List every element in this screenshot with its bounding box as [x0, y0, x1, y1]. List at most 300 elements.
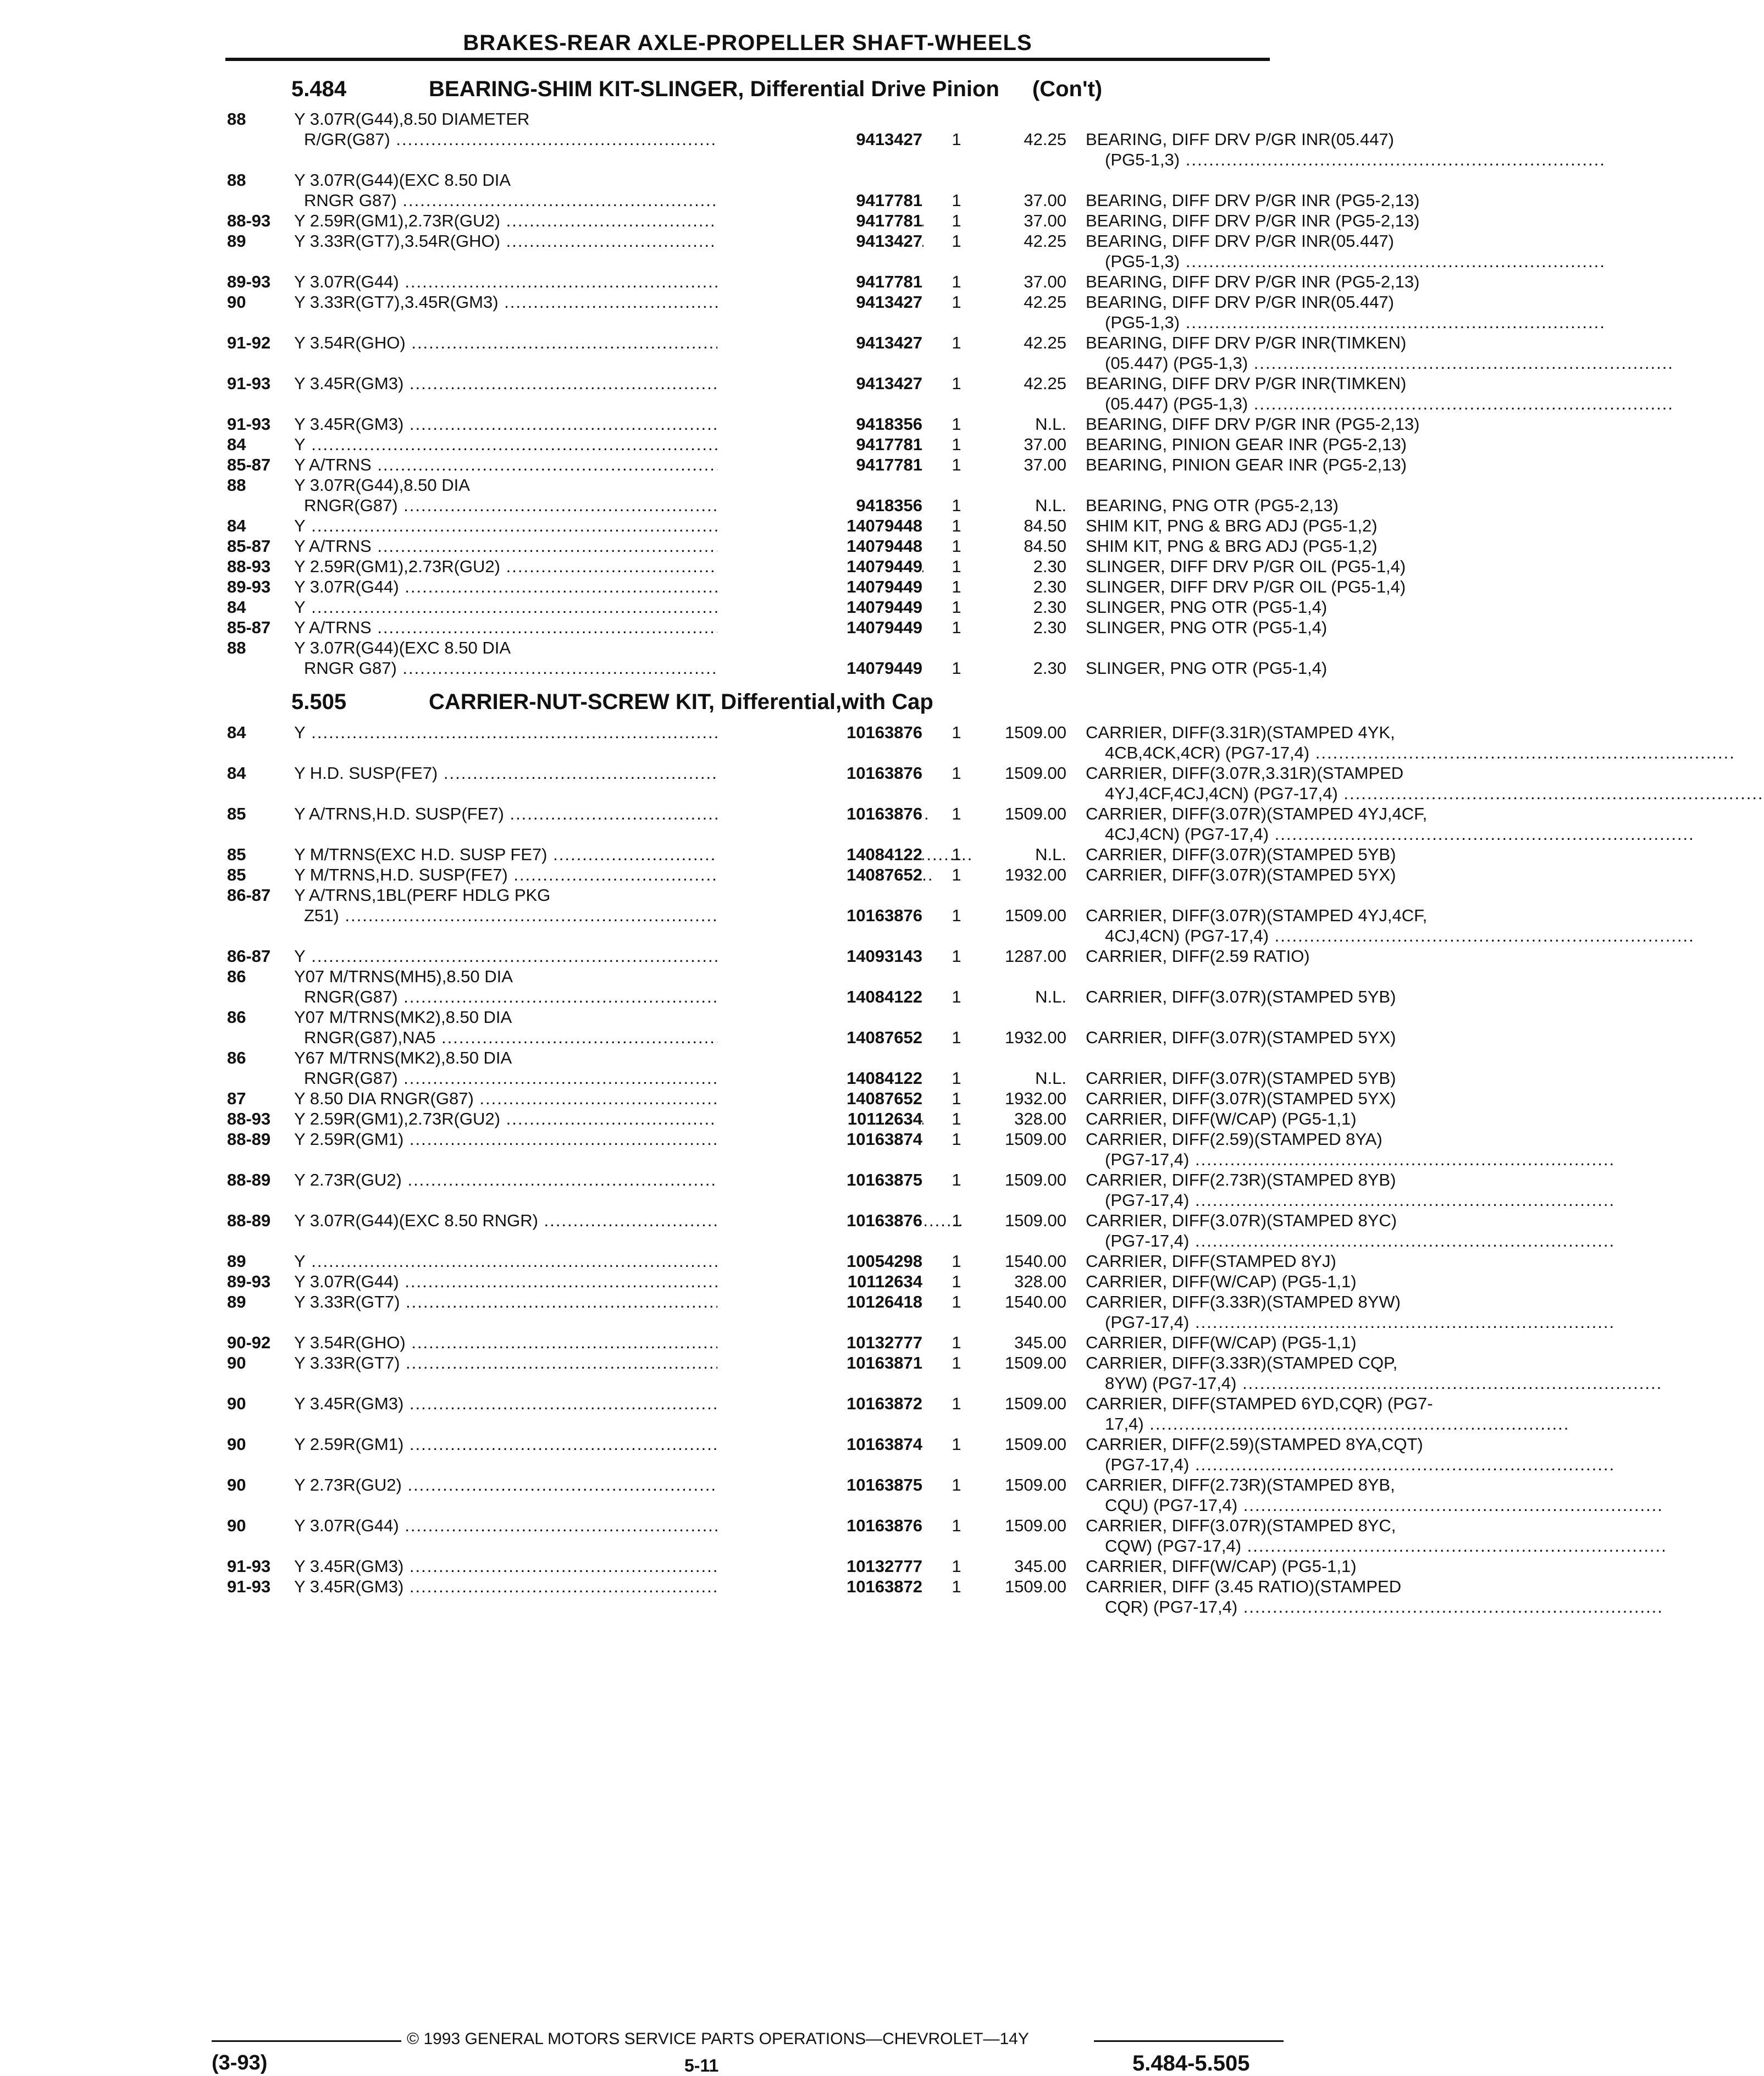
part-name-continued: (PG7-17,4) ..... — [1105, 1454, 1492, 1475]
usage-description: Y 2.59R(GM1),2.73R(GU2) ..... — [294, 1109, 811, 1129]
quantity: 1 — [952, 292, 961, 312]
footer-rule-right — [1094, 2040, 1284, 2042]
usage-description: Y ..... — [294, 597, 811, 617]
table-row — [223, 1576, 1402, 1597]
table-row — [223, 1556, 1357, 1576]
footer-section-range: 5.484-5.505 — [1132, 2051, 1250, 2075]
price: 37.00 — [1024, 211, 1066, 230]
usage-description: Y 3.45R(GM3) ..... — [294, 414, 811, 434]
part-name-continued: CQR) (PG7-17,4) ..... — [1105, 1597, 1492, 1617]
usage-description: Y 3.45R(GM3) ..... — [294, 1576, 811, 1597]
table-row — [223, 231, 1394, 251]
table-row — [223, 394, 1278, 414]
usage-description: Y 2.59R(GM1) ..... — [294, 1434, 811, 1454]
quantity: 1 — [952, 191, 961, 210]
table-row — [223, 966, 1278, 987]
table-row — [223, 638, 1278, 658]
price: 2.30 — [1033, 618, 1066, 637]
model-year: 89 — [227, 1292, 246, 1311]
part-number: 14084122 — [717, 987, 922, 1007]
part-name-continued: (05.447) (PG5-1,3) ..... — [1105, 353, 1492, 373]
part-number: 9413427 — [717, 292, 922, 312]
quantity: 1 — [952, 804, 961, 823]
part-name: CARRIER, DIFF(3.07R)(STAMPED 5YB) — [1086, 845, 1396, 864]
quantity: 1 — [952, 1170, 961, 1189]
part-name-continued: (05.447) (PG5-1,3) ..... — [1105, 394, 1492, 414]
part-name: BEARING, PINION GEAR INR (PG5-2,13) — [1086, 435, 1407, 454]
model-year: 84 — [227, 597, 246, 617]
table-row — [223, 1373, 1278, 1393]
part-number: 10054298 — [717, 1251, 922, 1271]
part-number: 14079448 — [717, 516, 922, 536]
part-number: 14084122 — [717, 844, 922, 865]
table-row — [223, 763, 1404, 783]
table-row — [223, 1129, 1383, 1149]
price: 2.30 — [1033, 597, 1066, 617]
table-row — [223, 658, 1328, 678]
usage-description: Y A/TRNS ..... — [294, 536, 811, 556]
part-name-continued: (PG7-17,4) ..... — [1105, 1231, 1492, 1251]
part-number: 10163876 — [717, 1210, 922, 1231]
price: 2.30 — [1033, 577, 1066, 596]
table-row — [223, 1271, 1357, 1292]
part-name: BEARING, DIFF DRV P/GR INR (PG5-2,13) — [1086, 211, 1420, 230]
usage-description: Y 2.59R(GM1),2.73R(GU2) ..... — [294, 556, 811, 577]
part-name: CARRIER, DIFF(2.73R)(STAMPED 8YB) — [1086, 1170, 1396, 1189]
usage-description: Y 2.73R(GU2) ..... — [294, 1170, 811, 1190]
price: 345.00 — [1014, 1333, 1066, 1352]
quantity: 1 — [952, 455, 961, 474]
part-number: 9417781 — [717, 272, 922, 292]
part-name: CARRIER, DIFF(3.07R)(STAMPED 8YC) — [1086, 1211, 1397, 1230]
table-row — [223, 536, 1378, 556]
usage-description: Y 3.45R(GM3) ..... — [294, 373, 811, 394]
table-row — [223, 1414, 1278, 1434]
price: 1509.00 — [1004, 1211, 1066, 1230]
quantity: 1 — [952, 1089, 961, 1108]
page-header: BRAKES-REAR AXLE-PROPELLER SHAFT-WHEELS — [225, 31, 1270, 61]
table-row — [223, 1088, 1396, 1109]
usage-description: Y ..... — [294, 946, 811, 966]
part-name: BEARING, DIFF DRV P/GR INR (PG5-2,13) — [1086, 272, 1420, 291]
footer-rule-left — [212, 2040, 401, 2042]
part-name-continued: 4YJ,4CF,4CJ,4CN) (PG7-17,4) ..... — [1105, 783, 1492, 804]
model-year: 85 — [227, 845, 246, 864]
usage-description: R/GR(G87) ..... — [304, 129, 811, 150]
table-row — [223, 455, 1407, 475]
usage-description: Y A/TRNS,1BL(PERF HDLG PKG — [294, 885, 551, 905]
price: 1932.00 — [1004, 1089, 1066, 1108]
table-row — [223, 1231, 1278, 1251]
part-name: CARRIER, DIFF(3.07R)(STAMPED 4YJ,4CF, — [1086, 906, 1428, 925]
part-number: 10163876 — [717, 804, 922, 824]
model-year: 91-93 — [227, 374, 271, 393]
quantity: 1 — [952, 1333, 961, 1352]
section-number: 5.505 — [291, 690, 347, 714]
price: 42.25 — [1024, 292, 1066, 312]
usage-description: Y 3.33R(GT7) ..... — [294, 1353, 811, 1373]
table-row — [223, 475, 1278, 495]
table-row — [223, 556, 1406, 577]
part-number: 10163872 — [717, 1576, 922, 1597]
quantity: 1 — [952, 1272, 961, 1291]
part-number: 9418356 — [717, 414, 922, 434]
usage-description: Y ..... — [294, 434, 811, 455]
part-number: 10132777 — [717, 1556, 922, 1576]
usage-description: Y A/TRNS ..... — [294, 617, 811, 638]
model-year: 85-87 — [227, 455, 271, 474]
section-title-5-484 — [291, 77, 1102, 102]
table-row — [223, 1393, 1433, 1414]
part-name: BEARING, DIFF DRV P/GR INR(05.447) — [1086, 231, 1394, 251]
usage-description: Y 2.59R(GM1) ..... — [294, 1129, 811, 1149]
usage-description: Y 3.33R(GT7) ..... — [294, 1292, 811, 1312]
part-name: SLINGER, PNG OTR (PG5-1,4) — [1086, 618, 1328, 637]
part-name: CARRIER, DIFF(2.59 RATIO) — [1086, 946, 1310, 966]
part-name: SHIM KIT, PNG & BRG ADJ (PG5-1,2) — [1086, 516, 1378, 535]
part-name: CARRIER, DIFF(W/CAP) (PG5-1,1) — [1086, 1557, 1357, 1576]
usage-description: Y 3.07R(G44)(EXC 8.50 DIA — [294, 170, 511, 190]
model-year: 86 — [227, 967, 246, 986]
part-number: 9417781 — [717, 455, 922, 475]
usage-description: Y 3.07R(G44) ..... — [294, 1271, 811, 1292]
table-row — [223, 804, 1428, 824]
quantity: 1 — [952, 723, 961, 742]
usage-description: RNGR(G87) ..... — [304, 987, 811, 1007]
part-name: CARRIER, DIFF(STAMPED 8YJ) — [1086, 1252, 1336, 1271]
price: 1509.00 — [1004, 1516, 1066, 1535]
quantity: 1 — [952, 536, 961, 556]
quantity: 1 — [952, 1292, 961, 1311]
part-number: 14079449 — [717, 597, 922, 617]
table-row — [223, 1332, 1357, 1353]
table-row — [223, 353, 1278, 373]
usage-description: Y H.D. SUSP(FE7) ..... — [294, 763, 811, 783]
footer-copyright: © 1993 GENERAL MOTORS SERVICE PARTS OPERATIONS—CHEVROLET—14Y — [407, 2030, 1029, 2048]
table-row — [223, 414, 1420, 434]
table-row — [223, 150, 1278, 170]
part-number: 14079448 — [717, 536, 922, 556]
part-name-continued: (PG7-17,4) ..... — [1105, 1312, 1492, 1332]
usage-description: Y 2.73R(GU2) ..... — [294, 1475, 811, 1495]
quantity: 1 — [952, 946, 961, 966]
part-number: 9413427 — [717, 333, 922, 353]
table-row — [223, 373, 1407, 394]
part-name-continued: (PG5-1,3) ..... — [1105, 251, 1492, 272]
price: 42.25 — [1024, 333, 1066, 352]
parts-table-5-484 — [223, 109, 1420, 678]
table-row — [223, 1068, 1396, 1088]
table-row — [223, 1210, 1397, 1231]
table-row — [223, 885, 1278, 905]
parts-table-5-505 — [223, 722, 1433, 1617]
price: 37.00 — [1024, 191, 1066, 210]
part-name: BEARING, PNG OTR (PG5-2,13) — [1086, 496, 1339, 515]
table-row — [223, 1048, 1278, 1068]
model-year: 86 — [227, 1007, 246, 1027]
part-name: CARRIER, DIFF(3.07R)(STAMPED 5YX) — [1086, 865, 1396, 884]
model-year: 88-89 — [227, 1130, 271, 1149]
usage-description: RNGR G87) ..... — [304, 658, 811, 678]
price: 1509.00 — [1004, 1435, 1066, 1454]
part-name: BEARING, PINION GEAR INR (PG5-2,13) — [1086, 455, 1407, 474]
table-row — [223, 170, 1278, 190]
table-row — [223, 722, 1395, 743]
price: 1509.00 — [1004, 1475, 1066, 1494]
usage-description: Y 3.45R(GM3) ..... — [294, 1556, 811, 1576]
usage-description: Y 3.33R(GT7),3.54R(GHO) ..... — [294, 231, 811, 251]
price: N.L. — [1035, 414, 1066, 434]
model-year: 89 — [227, 1252, 246, 1271]
section-name: BEARING-SHIM KIT-SLINGER, Differential Drive Pinion — [429, 77, 999, 101]
quantity: 1 — [952, 597, 961, 617]
table-row — [223, 905, 1428, 926]
part-name: CARRIER, DIFF(3.31R)(STAMPED 4YK, — [1086, 723, 1395, 742]
price: N.L. — [1035, 496, 1066, 515]
table-row — [223, 1597, 1278, 1617]
quantity: 1 — [952, 557, 961, 576]
usage-description: RNGR(G87) ..... — [304, 1068, 811, 1088]
model-year: 84 — [227, 723, 246, 742]
quantity: 1 — [952, 763, 961, 783]
table-row — [223, 1007, 1278, 1027]
model-year: 85-87 — [227, 536, 271, 556]
price: 42.25 — [1024, 231, 1066, 251]
usage-description: Y 3.54R(GHO) ..... — [294, 1332, 811, 1353]
table-row — [223, 824, 1278, 844]
part-name-continued: 4CJ,4CN) (PG7-17,4) ..... — [1105, 926, 1492, 946]
model-year: 88-89 — [227, 1211, 271, 1230]
model-year: 90-92 — [227, 1333, 271, 1352]
part-number: 10163875 — [717, 1475, 922, 1495]
part-number: 9417781 — [717, 211, 922, 231]
quantity: 1 — [952, 1394, 961, 1413]
section-name: CARRIER-NUT-SCREW KIT, Differential,with Cap — [429, 690, 933, 714]
table-row — [223, 292, 1394, 312]
part-number: 10112634 — [717, 1109, 922, 1129]
quantity: 1 — [952, 618, 961, 637]
model-year: 88 — [227, 109, 246, 129]
part-number: 14079449 — [717, 577, 922, 597]
quantity: 1 — [952, 1252, 961, 1271]
quantity: 1 — [952, 865, 961, 884]
quantity: 1 — [952, 987, 961, 1006]
quantity: 1 — [952, 658, 961, 678]
price: 1509.00 — [1004, 804, 1066, 823]
price: 328.00 — [1014, 1109, 1066, 1128]
usage-description: Y 3.07R(G44),8.50 DIAMETER — [294, 109, 530, 129]
quantity: 1 — [952, 272, 961, 291]
model-year: 84 — [227, 516, 246, 535]
part-name-continued: 4CJ,4CN) (PG7-17,4) ..... — [1105, 824, 1492, 844]
quantity: 1 — [952, 496, 961, 515]
usage-description: Z51) ..... — [304, 905, 811, 926]
model-year: 84 — [227, 763, 246, 783]
table-row — [223, 926, 1278, 946]
table-row — [223, 1170, 1396, 1190]
model-year: 88-93 — [227, 557, 271, 576]
part-number: 14087652 — [717, 865, 922, 885]
part-number: 10132777 — [717, 1332, 922, 1353]
price: 1287.00 — [1004, 946, 1066, 966]
table-row — [223, 743, 1310, 763]
table-row — [223, 1353, 1398, 1373]
part-number: 14093143 — [717, 946, 922, 966]
usage-description: RNGR(G87),NA5 ..... — [304, 1027, 811, 1048]
quantity: 1 — [952, 130, 961, 149]
price: 1540.00 — [1004, 1252, 1066, 1271]
table-row — [223, 577, 1406, 597]
quantity: 1 — [952, 1211, 961, 1230]
usage-description: Y 3.07R(G44)(EXC 8.50 RNGR) ..... — [294, 1210, 811, 1231]
part-number: 14079449 — [717, 658, 922, 678]
quantity: 1 — [952, 231, 961, 251]
part-name: CARRIER, DIFF(3.07R)(STAMPED 8YC, — [1086, 1516, 1396, 1535]
price: 2.30 — [1033, 658, 1066, 678]
price: 1932.00 — [1004, 1028, 1066, 1047]
part-number: 9413427 — [717, 373, 922, 394]
part-name: CARRIER, DIFF(W/CAP) (PG5-1,1) — [1086, 1333, 1357, 1352]
price: 1509.00 — [1004, 1130, 1066, 1149]
part-number: 10163876 — [717, 763, 922, 783]
usage-description: Y A/TRNS ..... — [294, 455, 811, 475]
part-name-continued: (PG7-17,4) ..... — [1105, 1149, 1492, 1170]
model-year: 88-93 — [227, 1109, 271, 1128]
table-row — [223, 1149, 1278, 1170]
part-name: BEARING, DIFF DRV P/GR INR(TIMKEN) — [1086, 333, 1407, 352]
model-year: 86-87 — [227, 885, 271, 905]
model-year: 90 — [227, 1394, 246, 1413]
part-number: 10163871 — [717, 1353, 922, 1373]
table-row — [223, 1536, 1278, 1556]
usage-description: Y07 M/TRNS(MK2),8.50 DIA — [294, 1007, 512, 1027]
model-year: 91-93 — [227, 414, 271, 434]
usage-description: Y 3.45R(GM3) ..... — [294, 1393, 811, 1414]
table-row — [223, 211, 1420, 231]
model-year: 90 — [227, 1353, 246, 1372]
usage-description: Y ..... — [294, 1251, 811, 1271]
part-number: 10126418 — [717, 1292, 922, 1312]
table-row — [223, 1495, 1278, 1515]
part-number: 10163875 — [717, 1170, 922, 1190]
part-name: SLINGER, PNG OTR (PG5-1,4) — [1086, 597, 1328, 617]
table-row — [223, 1251, 1336, 1271]
model-year: 88-93 — [227, 211, 271, 230]
part-name-continued: CQW) (PG7-17,4) ..... — [1105, 1536, 1492, 1556]
part-number: 14087652 — [717, 1027, 922, 1048]
part-name-continued: 4CB,4CK,4CR) (PG7-17,4) ..... — [1105, 743, 1492, 763]
table-row — [223, 1027, 1396, 1048]
part-name-continued: CQU) (PG7-17,4) ..... — [1105, 1495, 1492, 1515]
part-name: CARRIER, DIFF(3.07R)(STAMPED 4YJ,4CF, — [1086, 804, 1428, 823]
quantity: 1 — [952, 333, 961, 352]
quantity: 1 — [952, 1109, 961, 1128]
model-year: 85 — [227, 804, 246, 823]
quantity: 1 — [952, 1557, 961, 1576]
section-continued: (Con't) — [1032, 77, 1103, 101]
part-name: BEARING, DIFF DRV P/GR INR (PG5-2,13) — [1086, 414, 1420, 434]
table-row — [223, 109, 1278, 129]
part-number: 9413427 — [717, 231, 922, 251]
footer-page-number: 5-11 — [684, 2056, 719, 2075]
model-year: 87 — [227, 1089, 246, 1108]
usage-description: Y 8.50 DIA RNGR(G87) ..... — [294, 1088, 811, 1109]
price: 1540.00 — [1004, 1292, 1066, 1311]
model-year: 90 — [227, 1516, 246, 1535]
price: N.L. — [1035, 845, 1066, 864]
quantity: 1 — [952, 1069, 961, 1088]
part-number: 10163874 — [717, 1434, 922, 1454]
model-year: 89-93 — [227, 1272, 271, 1291]
table-row — [223, 434, 1407, 455]
part-name-continued: (PG5-1,3) ..... — [1105, 312, 1492, 333]
part-name: CARRIER, DIFF(3.07R,3.31R)(STAMPED — [1086, 763, 1404, 783]
quantity: 1 — [952, 1577, 961, 1596]
model-year: 90 — [227, 292, 246, 312]
quantity: 1 — [952, 211, 961, 230]
model-year: 86 — [227, 1048, 246, 1067]
table-row — [223, 783, 1338, 804]
part-name: SLINGER, DIFF DRV P/GR OIL (PG5-1,4) — [1086, 577, 1406, 596]
part-name: CARRIER, DIFF(W/CAP) (PG5-1,1) — [1086, 1272, 1357, 1291]
part-number: 14079449 — [717, 617, 922, 638]
price: N.L. — [1035, 987, 1066, 1006]
quantity: 1 — [952, 516, 961, 535]
part-number: 9418356 — [717, 495, 922, 516]
usage-description: Y M/TRNS(EXC H.D. SUSP FE7) ..... — [294, 844, 811, 865]
table-row — [223, 1475, 1395, 1495]
part-name-continued: (PG7-17,4) ..... — [1105, 1190, 1492, 1210]
price: 42.25 — [1024, 374, 1066, 393]
model-year: 88 — [227, 170, 246, 190]
table-row — [223, 333, 1407, 353]
part-name: CARRIER, DIFF(3.07R)(STAMPED 5YX) — [1086, 1028, 1396, 1047]
part-number: 10163876 — [717, 1515, 922, 1536]
table-row — [223, 1109, 1357, 1129]
price: 1509.00 — [1004, 1577, 1066, 1596]
price: N.L. — [1035, 1069, 1066, 1088]
usage-description: Y 3.07R(G44) ..... — [294, 272, 811, 292]
part-number: 14087652 — [717, 1088, 922, 1109]
quantity: 1 — [952, 1475, 961, 1494]
part-name: BEARING, DIFF DRV P/GR INR(TIMKEN) — [1086, 374, 1407, 393]
price: 37.00 — [1024, 272, 1066, 291]
table-row — [223, 597, 1328, 617]
table-row — [223, 1312, 1278, 1332]
usage-description: Y M/TRNS,H.D. SUSP(FE7) ..... — [294, 865, 811, 885]
part-name: SLINGER, DIFF DRV P/GR OIL (PG5-1,4) — [1086, 557, 1406, 576]
part-name: CARRIER, DIFF(2.59)(STAMPED 8YA,CQT) — [1086, 1435, 1423, 1454]
usage-description: Y 3.07R(G44) ..... — [294, 1515, 811, 1536]
usage-description: Y 2.59R(GM1),2.73R(GU2) ..... — [294, 211, 811, 231]
table-row — [223, 1454, 1278, 1475]
quantity: 1 — [952, 1516, 961, 1535]
table-row — [223, 617, 1328, 638]
part-name: BEARING, DIFF DRV P/GR INR (PG5-2,13) — [1086, 191, 1420, 210]
table-row — [223, 312, 1278, 333]
part-name: CARRIER, DIFF(3.07R)(STAMPED 5YB) — [1086, 987, 1396, 1006]
quantity: 1 — [952, 374, 961, 393]
usage-description: Y ..... — [294, 722, 811, 743]
part-name: CARRIER, DIFF(2.73R)(STAMPED 8YB, — [1086, 1475, 1395, 1494]
table-row — [223, 946, 1310, 966]
part-name: SHIM KIT, PNG & BRG ADJ (PG5-1,2) — [1086, 536, 1378, 556]
footer-date: (3-93) — [212, 2051, 268, 2074]
part-name: BEARING, DIFF DRV P/GR INR(05.447) — [1086, 130, 1394, 149]
price: 84.50 — [1024, 536, 1066, 556]
model-year: 90 — [227, 1475, 246, 1494]
quantity: 1 — [952, 845, 961, 864]
